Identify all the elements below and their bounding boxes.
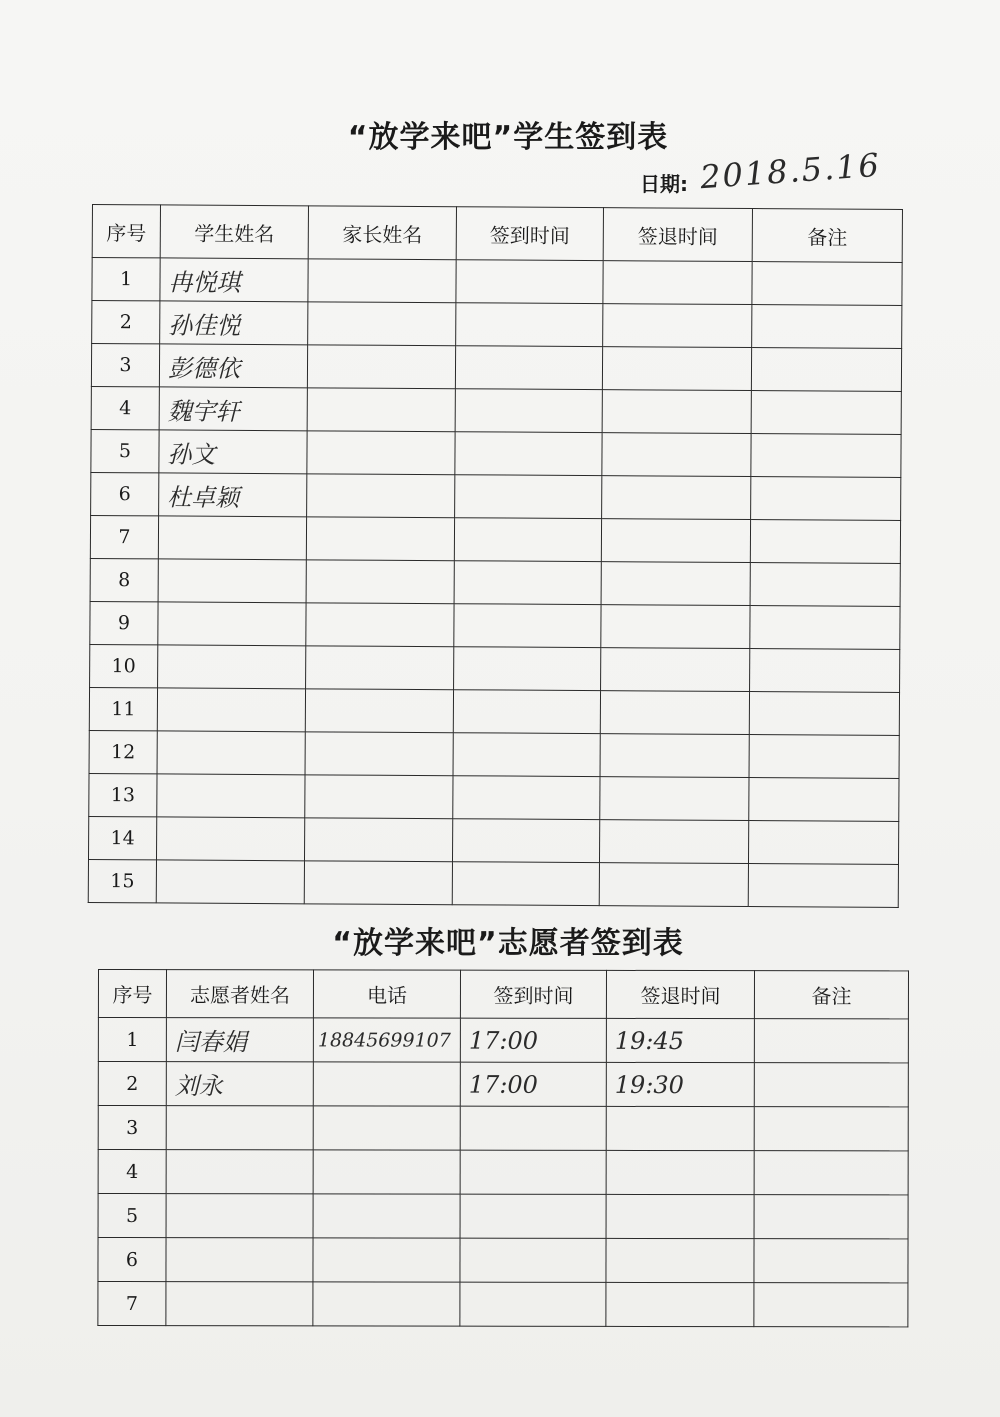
cell-student-name xyxy=(158,516,306,560)
table-row xyxy=(98,1150,908,1195)
cell-index: 7 xyxy=(98,1282,166,1326)
cell-parent-name xyxy=(306,603,454,647)
cell-index: 3 xyxy=(91,344,159,387)
cell-signin-time xyxy=(454,647,601,691)
cell-signin-time xyxy=(455,389,602,433)
cell-parent-name xyxy=(306,560,454,604)
cell-signout-time xyxy=(602,347,751,391)
student-sheet-title: “放学来吧”学生签到表 xyxy=(347,120,669,155)
header-phone: 电话 xyxy=(313,970,460,1018)
cell-signout-time xyxy=(602,476,751,520)
cell-note xyxy=(751,391,901,435)
cell-note xyxy=(749,735,899,779)
table-row xyxy=(98,1238,908,1283)
cell-note xyxy=(751,348,901,392)
cell-parent-name xyxy=(306,517,454,561)
cell-signin-time xyxy=(453,690,600,734)
cell-signout-time xyxy=(601,605,750,649)
cell-signout-time xyxy=(606,1238,754,1282)
cell-signout-time xyxy=(601,562,750,606)
cell-note xyxy=(750,563,900,607)
table-row xyxy=(98,1062,908,1107)
volunteer-sheet-title: “放学来吧”志愿者签到表 xyxy=(332,926,684,961)
volunteer-signin-table xyxy=(97,969,909,1327)
cell-signin-time xyxy=(460,1282,606,1326)
cell-note xyxy=(750,649,900,693)
cell-note xyxy=(752,305,902,349)
cell-note xyxy=(751,477,901,521)
table-row xyxy=(88,859,898,907)
cell-phone xyxy=(313,1106,460,1150)
cell-index: 1 xyxy=(92,258,160,301)
cell-volunteer-name xyxy=(166,1282,313,1326)
cell-signin-time xyxy=(460,1194,606,1238)
cell-parent-name xyxy=(305,775,453,819)
cell-phone xyxy=(313,1194,460,1238)
student-signin-table xyxy=(88,204,903,908)
cell-parent-name xyxy=(308,259,456,303)
cell-student-name: 冉悦琪 xyxy=(160,258,308,302)
cell-signout-time xyxy=(603,261,752,305)
cell-parent-name xyxy=(306,646,454,690)
cell-phone xyxy=(313,1282,460,1326)
cell-student-name: 孙佳悦 xyxy=(160,301,308,345)
cell-index: 9 xyxy=(90,601,158,644)
cell-volunteer-name: 刘永 xyxy=(166,1062,313,1106)
cell-student-name xyxy=(157,688,305,732)
header-note: 备注 xyxy=(754,971,908,1019)
table-row xyxy=(89,687,899,735)
cell-signin-time xyxy=(454,518,601,562)
cell-signin-time xyxy=(454,604,601,648)
header-note: 备注 xyxy=(752,209,902,263)
cell-volunteer-name xyxy=(166,1238,313,1282)
cell-note xyxy=(754,1019,908,1063)
cell-volunteer-name xyxy=(166,1194,313,1238)
table-row xyxy=(98,1106,908,1151)
cell-signout-time xyxy=(601,648,750,692)
cell-phone xyxy=(313,1238,460,1282)
cell-index: 2 xyxy=(98,1062,166,1106)
cell-signin-time xyxy=(460,1238,606,1282)
cell-signout-time xyxy=(600,691,749,735)
cell-index: 4 xyxy=(91,386,159,429)
cell-signout-time: 19:45 xyxy=(606,1018,754,1062)
header-parent-name: 家长姓名 xyxy=(308,206,456,260)
table-row xyxy=(98,1282,908,1327)
cell-parent-name xyxy=(307,474,455,518)
cell-note xyxy=(748,821,898,865)
cell-index: 11 xyxy=(89,687,157,730)
cell-student-name xyxy=(156,860,304,904)
cell-signout-time xyxy=(601,519,750,563)
cell-parent-name xyxy=(304,818,452,862)
cell-note xyxy=(754,1239,908,1283)
cell-note xyxy=(754,1195,908,1239)
cell-index: 6 xyxy=(91,472,159,515)
cell-student-name xyxy=(158,602,306,646)
header-volunteer-name: 志愿者姓名 xyxy=(166,970,313,1018)
cell-parent-name xyxy=(305,689,453,733)
cell-note xyxy=(748,864,898,908)
table-row xyxy=(92,258,902,306)
header-index: 序号 xyxy=(98,970,166,1018)
cell-index: 1 xyxy=(98,1018,166,1062)
cell-parent-name xyxy=(307,431,455,475)
table-row xyxy=(89,773,899,821)
cell-volunteer-name xyxy=(166,1150,313,1194)
cell-parent-name xyxy=(307,388,455,432)
cell-parent-name xyxy=(307,345,455,389)
cell-index: 12 xyxy=(89,730,157,773)
cell-note xyxy=(749,692,899,736)
table-row xyxy=(92,301,902,349)
date-label: 日期: xyxy=(640,172,688,196)
cell-signin-time xyxy=(460,1150,606,1194)
cell-signout-time xyxy=(606,1194,754,1238)
table-header-row xyxy=(92,205,902,263)
cell-student-name: 魏宇轩 xyxy=(159,387,307,431)
cell-signin-time xyxy=(456,303,603,347)
cell-signin-time: 17:00 xyxy=(460,1062,606,1106)
cell-signout-time xyxy=(602,433,751,477)
header-signin-time: 签到时间 xyxy=(456,207,603,261)
cell-index: 10 xyxy=(90,644,158,687)
table-row xyxy=(91,472,901,520)
header-student-name: 学生姓名 xyxy=(160,205,308,259)
cell-student-name xyxy=(156,817,304,861)
cell-phone xyxy=(313,1150,460,1194)
table-row xyxy=(90,644,900,692)
table-row xyxy=(90,558,900,606)
table-row xyxy=(88,816,898,864)
cell-signout-time xyxy=(599,820,748,864)
header-signin-time: 签到时间 xyxy=(460,970,606,1018)
cell-signout-time xyxy=(599,863,748,907)
cell-student-name xyxy=(157,731,305,775)
cell-signin-time xyxy=(460,1106,606,1150)
table-header-row xyxy=(98,970,908,1019)
cell-index: 14 xyxy=(88,816,156,859)
cell-signin-time xyxy=(452,819,599,863)
cell-signout-time xyxy=(603,304,752,348)
cell-note xyxy=(750,606,900,650)
cell-student-name xyxy=(158,559,306,603)
cell-note xyxy=(754,1151,908,1195)
table-row xyxy=(90,601,900,649)
cell-index: 6 xyxy=(98,1238,166,1282)
cell-signin-time xyxy=(454,561,601,605)
cell-index: 3 xyxy=(98,1106,166,1150)
cell-signout-time xyxy=(600,734,749,778)
cell-index: 13 xyxy=(89,773,157,816)
cell-phone xyxy=(313,1062,460,1106)
cell-parent-name xyxy=(304,861,452,905)
cell-signin-time xyxy=(453,776,600,820)
cell-signin-time xyxy=(452,862,599,906)
cell-note xyxy=(754,1063,908,1107)
cell-note xyxy=(751,434,901,478)
cell-index: 4 xyxy=(98,1150,166,1194)
cell-note xyxy=(752,262,902,306)
cell-signout-time xyxy=(602,390,751,434)
cell-student-name xyxy=(158,645,306,689)
cell-parent-name xyxy=(308,302,456,346)
cell-signout-time xyxy=(606,1150,754,1194)
cell-signin-time xyxy=(456,260,603,304)
cell-student-name: 孙文 xyxy=(159,430,307,474)
cell-signin-time xyxy=(455,432,602,476)
cell-signout-time xyxy=(600,777,749,821)
cell-index: 5 xyxy=(91,429,159,472)
cell-note xyxy=(749,778,899,822)
cell-index: 2 xyxy=(92,301,160,344)
header-signout-time: 签退时间 xyxy=(606,970,754,1018)
table-row xyxy=(91,344,901,392)
table-row xyxy=(98,1194,908,1239)
cell-phone: 18845699107 xyxy=(313,1018,460,1062)
table-row xyxy=(91,386,901,434)
cell-signin-time xyxy=(455,346,602,390)
cell-index: 15 xyxy=(88,859,156,902)
cell-student-name: 杜卓颖 xyxy=(159,473,307,517)
cell-index: 5 xyxy=(98,1194,166,1238)
table-row xyxy=(98,1018,908,1063)
cell-signout-time xyxy=(606,1282,754,1326)
cell-note xyxy=(754,1107,908,1151)
cell-signout-time: 19:30 xyxy=(606,1062,754,1106)
cell-index: 7 xyxy=(90,515,158,558)
cell-index: 8 xyxy=(90,558,158,601)
cell-volunteer-name xyxy=(166,1106,313,1150)
cell-signout-time xyxy=(606,1106,754,1150)
date-value: 2018.5.16 xyxy=(698,145,882,197)
cell-signin-time xyxy=(453,733,600,777)
cell-note xyxy=(754,1283,908,1327)
cell-signin-time xyxy=(455,475,602,519)
cell-student-name: 彭德依 xyxy=(159,344,307,388)
header-index: 序号 xyxy=(92,205,160,258)
cell-volunteer-name: 闫春娟 xyxy=(166,1018,313,1062)
table-row xyxy=(89,730,899,778)
cell-note xyxy=(750,520,900,564)
cell-student-name xyxy=(157,774,305,818)
table-row xyxy=(91,429,901,477)
cell-parent-name xyxy=(305,732,453,776)
table-row xyxy=(90,515,900,563)
cell-signin-time: 17:00 xyxy=(460,1018,606,1062)
header-signout-time: 签退时间 xyxy=(603,208,752,262)
